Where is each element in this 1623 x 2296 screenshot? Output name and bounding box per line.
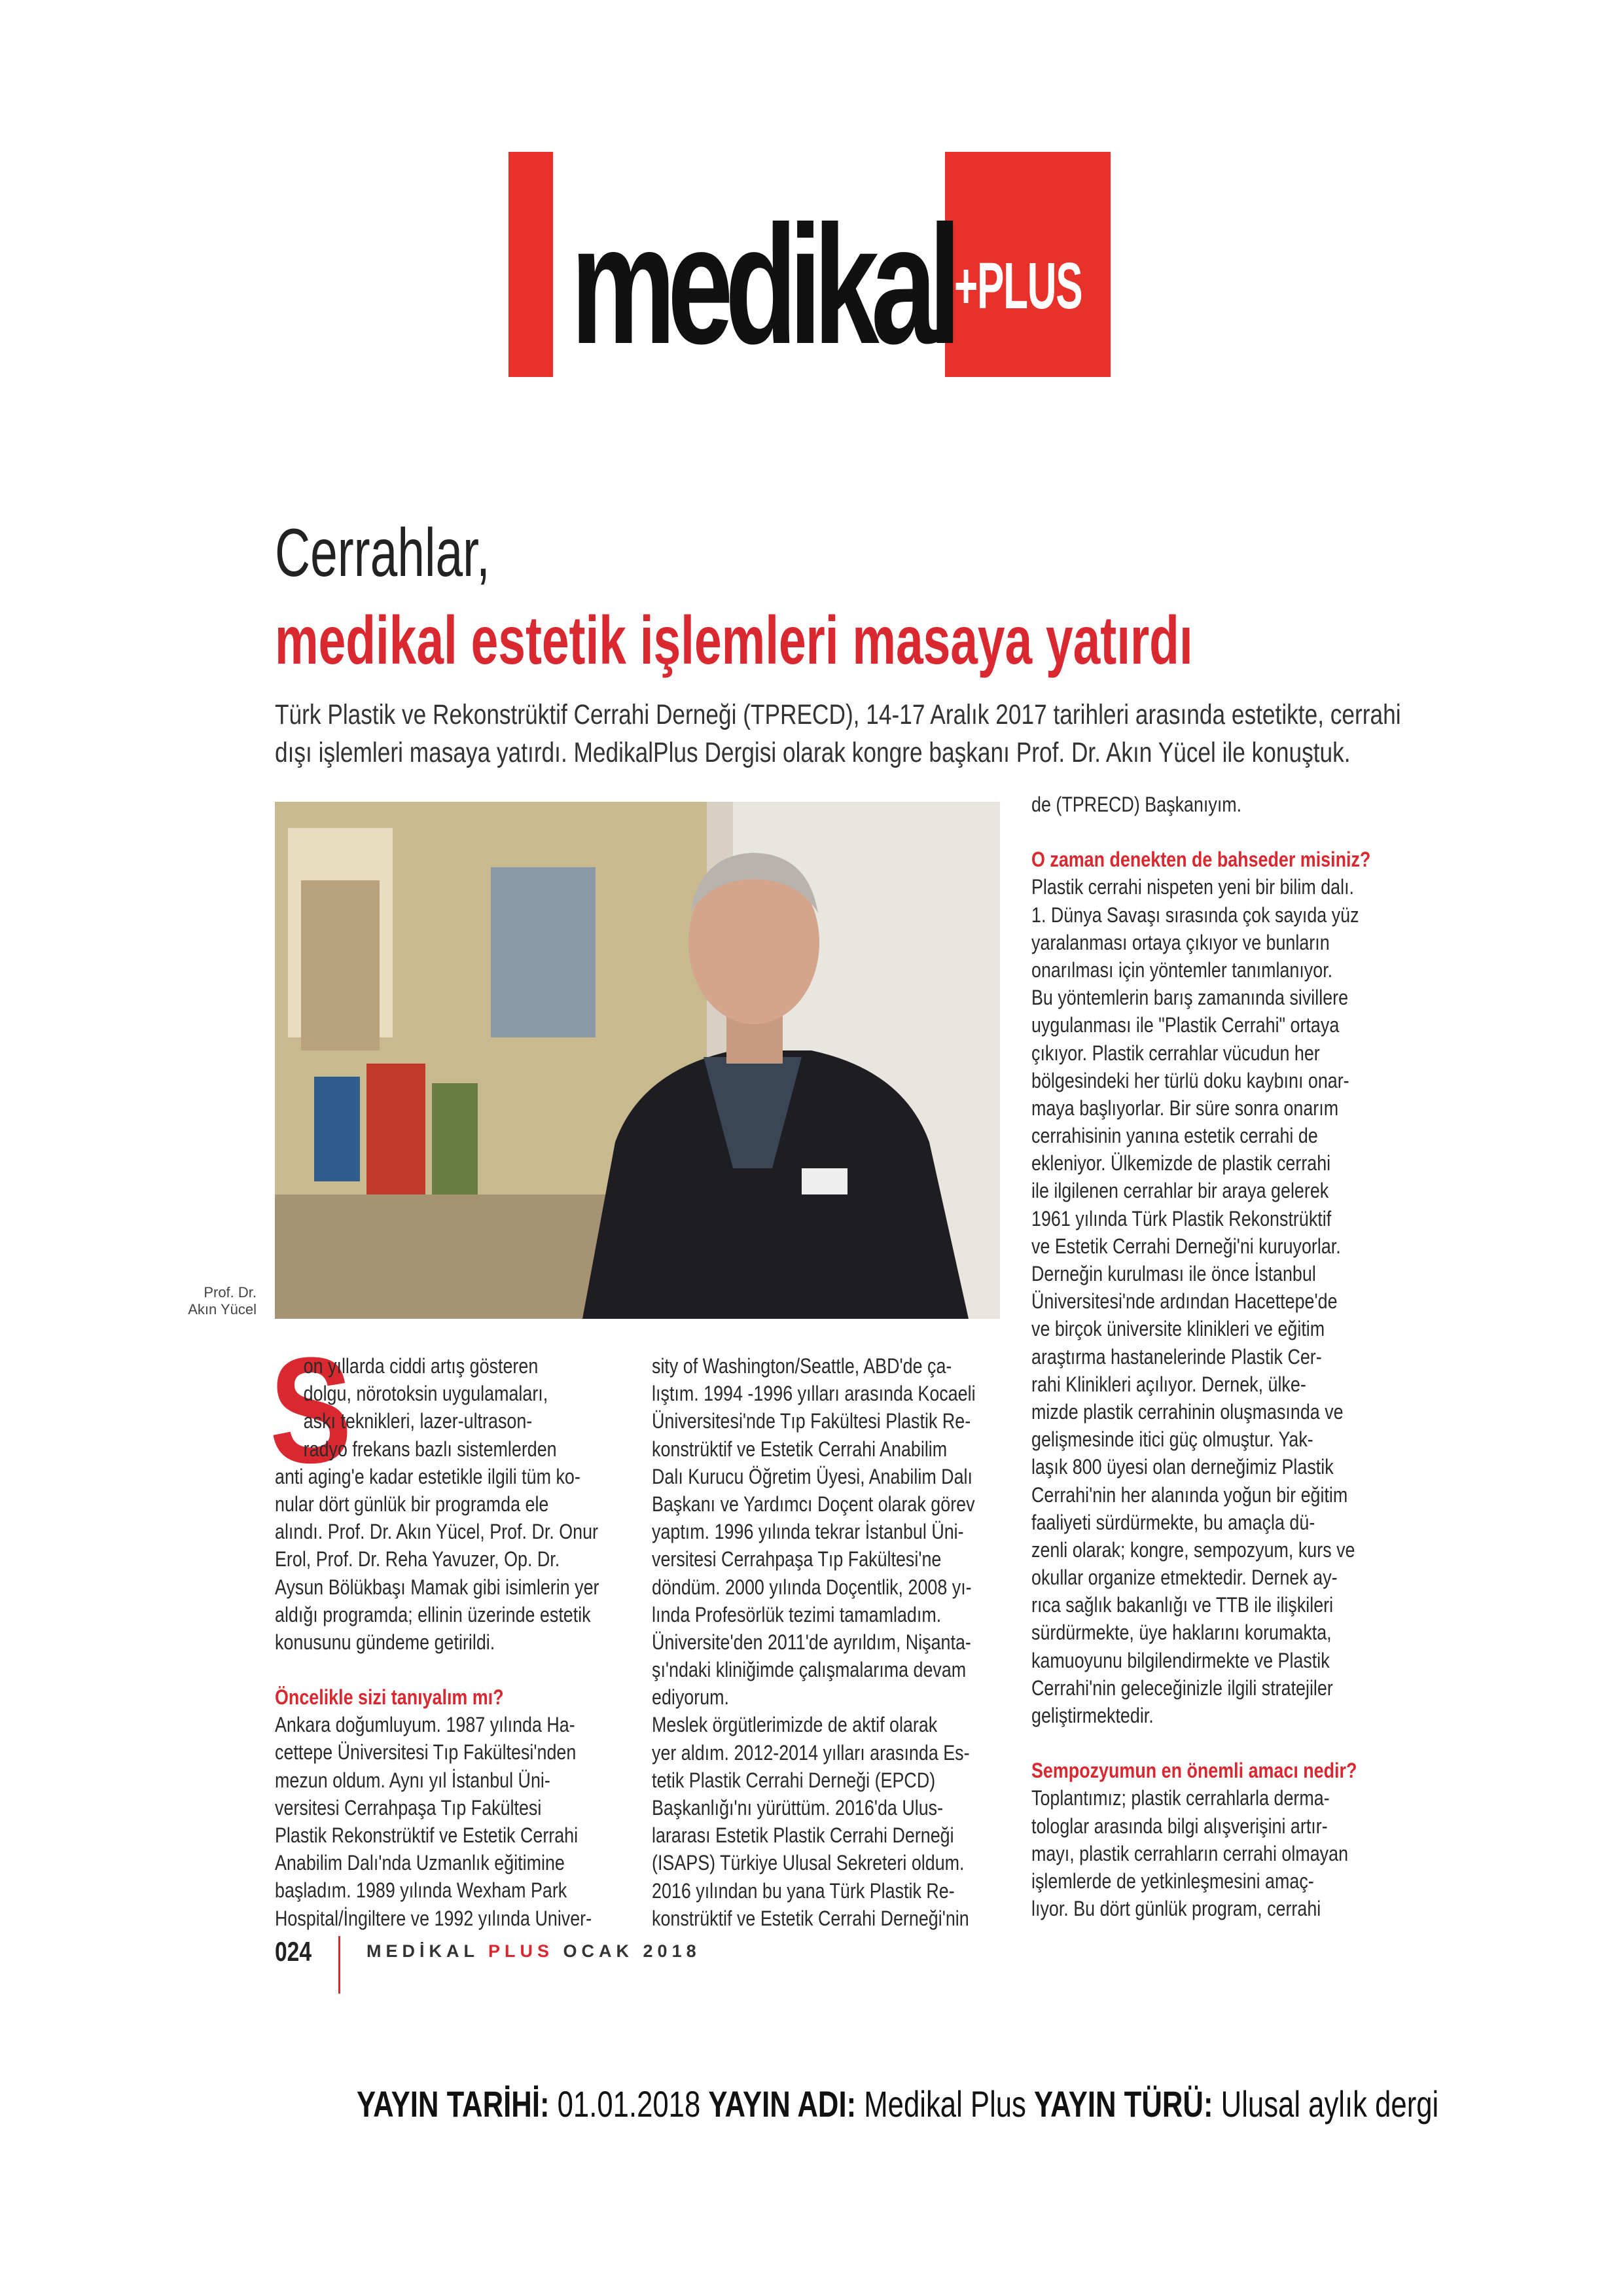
article-line: başladım. 1989 yılında Wexham Park — [275, 1878, 567, 1903]
article-line: Plastik cerrahi nispeten yeni bir bilim dalı. — [1031, 875, 1355, 899]
caption-line: Prof. Dr. — [204, 1284, 257, 1300]
article-line: versitesi Cerrahpaşa Tıp Fakültesi'ne — [652, 1547, 942, 1571]
intro-line: dışı işlemleri masaya yatırdı. MedikalPlus Dergisi olarak kongre başkanı Prof. Dr. Akın Yücel ile konuştuk. — [275, 737, 1351, 768]
article-line: kamuoyunu bilgilendirmekte ve Plastik — [1031, 1648, 1330, 1672]
article-line: çıkıyor. Plastik cerrahlar vücudun her — [1031, 1041, 1320, 1065]
article-line: aldığı programda; ellinin üzerinde estetik — [275, 1602, 591, 1626]
paragraph-gap — [1031, 818, 1339, 846]
article-line: zenli olarak; kongre, sempozyum, kurs ve — [1031, 1537, 1355, 1562]
interview-question: Öncelikle sizi tanıyalım mı? — [275, 1685, 504, 1710]
article-line: lıyor. Bu dört günlük program, cerrahi — [1031, 1897, 1321, 1921]
publication-info — [357, 2083, 1438, 2125]
article-line: Cerrahi'nin geleceğinizle ilgili stratejiler — [1031, 1676, 1333, 1700]
article-line: okullar organize etmektedir. Dernek ay- — [1031, 1566, 1338, 1590]
article-line: Üniversitesi'nde Tıp Fakültesi Plastik Re- — [652, 1409, 971, 1433]
article-line: Aysun Bölükbaşı Mamak gibi isimlerin yer — [275, 1575, 599, 1599]
article-line: mizde plastik cerrahinin oluşmasında ve — [1031, 1399, 1344, 1424]
portrait-photo — [275, 802, 1000, 1319]
article-line: rahi Klinikleri açılıyor. Dernek, ülke- — [1031, 1372, 1306, 1396]
article-line: Anabilim Dalı'nda Uzmanlık eğitimine — [275, 1851, 565, 1875]
article-line: cettepe Üniversitesi Tıp Fakültesi'nden — [275, 1740, 577, 1765]
article-column-2 — [652, 1352, 1018, 1932]
article-line: Başkanı ve Yardımcı Doçent olarak görev — [652, 1492, 975, 1516]
article-line: alındı. Prof. Dr. Akın Yücel, Prof. Dr. Onur — [275, 1520, 599, 1544]
pub-date-value: 01.01.2018 — [549, 2083, 709, 2125]
pub-name-value: Medikal Plus — [856, 2083, 1035, 2125]
interview-question: Sempozyumun en önemli amacı nedir? — [1031, 1759, 1357, 1783]
footer-mag-plus: PLUS — [488, 1941, 554, 1961]
article-line: Erol, Prof. Dr. Reha Yavuzer, Op. Dr. — [275, 1547, 560, 1571]
article-line: ve birçok üniversite klinikleri ve eğitim — [1031, 1317, 1325, 1341]
article-line: maya başlıyorlar. Bir süre sonra onarım — [1031, 1096, 1339, 1120]
article-line: bölgesindeki her türlü doku kaybını onar- — [1031, 1068, 1349, 1092]
article-line: askı teknikleri, lazer-ultrason- — [303, 1409, 533, 1433]
logo-plus: +PLUS — [954, 249, 1082, 323]
pub-name-label: YAYIN ADI: — [708, 2083, 857, 2125]
article-line: tetik Plastik Cerrahi Derneği (EPCD) — [652, 1768, 936, 1792]
article-line: ekleniyor. Ülkemizde de plastik cerrahi — [1031, 1151, 1331, 1175]
article-line: laşık 800 üyesi olan derneğimiz Plastik — [1031, 1455, 1334, 1479]
article-line: mezun oldum. Aynı yıl İstanbul Üni- — [275, 1768, 550, 1792]
article-line: dolgu, nörotoksin uygulamaları, — [303, 1382, 548, 1406]
pub-type-value: Ulusal aylık dergi — [1213, 2083, 1439, 2125]
caption-line: Akın Yücel — [188, 1301, 257, 1318]
article-line: onarılması için yöntemler tanımlanıyor. — [1031, 958, 1333, 982]
footer-mag-issue: OCAK 2018 — [554, 1941, 701, 1961]
article-line: yaptım. 1996 yılında tekrar İstanbul Üni- — [652, 1520, 964, 1544]
article-line: Üniversitesi'nde ardından Hacettepe'de — [1031, 1289, 1338, 1314]
article-line: Derneğin kurulması ile önce İstanbul — [1031, 1262, 1316, 1285]
article-line: tologlar arasında bilgi alışverişini artır- — [1031, 1814, 1328, 1838]
article-line: Plastik Rekonstrüktif ve Estetik Cerrahi — [275, 1823, 579, 1847]
article-line: radyo frekans bazlı sistemlerden — [303, 1437, 557, 1461]
article-line: konusunu gündeme getirildi. — [275, 1630, 495, 1654]
article-line: sürdürmekte, üye haklarını korumakta, — [1031, 1621, 1332, 1645]
drop-cap: S — [270, 1326, 352, 1494]
article-line: mayı, plastik cerrahların cerrahi olmayan — [1031, 1841, 1349, 1865]
article-line: sity of Washington/Seattle, ABD'de ça- — [652, 1354, 952, 1378]
article-line: anti aging'e kadar estetikle ilgili tüm ko- — [275, 1464, 580, 1488]
logo-red-bar — [508, 152, 553, 377]
article-line: Toplantımız; plastik cerrahlarla derma- — [1031, 1786, 1330, 1810]
headline-line1: Cerrahlar, — [275, 515, 490, 591]
article-line: nular dört günlük bir programda ele — [275, 1492, 549, 1516]
article-line: gelişmesinde itici güç olmuştur. Yak- — [1031, 1427, 1313, 1452]
article-line: de (TPRECD) Başkanıyım. — [1031, 793, 1242, 816]
article-line: araştırma hastanelerinde Plastik Cer- — [1031, 1344, 1322, 1369]
article-line: lararası Estetik Plastik Cerrahi Derneği — [652, 1823, 954, 1848]
article-line: Bu yöntemlerin barış zamanında sivillere — [1031, 986, 1349, 1010]
photo-caption — [145, 1284, 257, 1318]
article-line: rıca sağlık bakanlığı ve TTB ile ilişkileri — [1031, 1593, 1334, 1617]
article-line: faaliyeti sürdürmekte, bu amaçla dü- — [1031, 1510, 1315, 1534]
article-line: işlemlerde de yetkinleşmesini amaç- — [1031, 1869, 1314, 1893]
article-line: döndüm. 2000 yılında Doçentlik, 2008 yı- — [652, 1575, 972, 1599]
article-line: Hospital/İngiltere ve 1992 yılında Univer- — [275, 1906, 592, 1930]
article-line: Üniversite'den 2011'de ayrıldım, Nişanta- — [652, 1630, 971, 1654]
article-line: Ankara doğumluyum. 1987 yılında Ha- — [275, 1713, 575, 1737]
article-line: 1961 yılında Türk Plastik Rekonstrüktif — [1031, 1206, 1332, 1230]
headline-line2: medikal estetik işlemleri masaya yatırdı — [275, 603, 1193, 679]
article-column-1 — [275, 1352, 636, 1932]
footer-divider — [338, 1936, 340, 1994]
article-line: şı'ndaki kliniğimde çalışmalarıma devam — [652, 1658, 967, 1682]
article-line: ediyorum. — [652, 1685, 730, 1710]
page-number: 024 — [275, 1936, 312, 1967]
article-line: ile ilgilenen cerrahlar bir araya gelerek — [1031, 1179, 1329, 1203]
article-line: uygulanması ile "Plastik Cerrahi" ortaya — [1031, 1013, 1340, 1037]
article-line: konstrüktif ve Estetik Cerrahi Derneği'nin — [652, 1906, 969, 1930]
article-line: Dalı Kurucu Öğretim Üyesi, Anabilim Dalı — [652, 1464, 972, 1488]
article-line: lıştım. 1994 -1996 yılları arasında Kocaeli — [652, 1382, 976, 1406]
intro-line: Türk Plastik ve Rekonstrüktif Cerrahi Derneği (TPRECD), 14-17 Aralık 2017 tarihleri arasında estetikte, cerrahi — [275, 699, 1401, 730]
article-line: versitesi Cerrahpaşa Tıp Fakültesi — [275, 1795, 542, 1820]
article-line: 2016 yılından bu yana Türk Plastik Re- — [652, 1878, 955, 1903]
article-line: (ISAPS) Türkiye Ulusal Sekreteri oldum. — [652, 1851, 965, 1875]
article-line: ve Estetik Cerrahi Derneği'ni kuruyorlar. — [1031, 1234, 1341, 1258]
article-line: konstrüktif ve Estetik Cerrahi Anabilim — [652, 1437, 948, 1461]
article-line: 1. Dünya Savaşı sırasında çok sayıda yüz — [1031, 903, 1359, 927]
footer-magazine — [366, 1941, 701, 1962]
interview-question: O zaman denekten de bahseder misiniz? — [1031, 848, 1371, 872]
article-line: geliştirmektedir. — [1031, 1704, 1154, 1727]
article-line: lında Profesörlük tezimi tamamladım. — [652, 1602, 942, 1626]
article-line: Başkanlığı'nı yürüttüm. 2016'da Ulus- — [652, 1796, 944, 1820]
paragraph-gap — [1031, 1729, 1339, 1757]
article-line: Cerrahi'nin her alanında yoğun bir eğitim — [1031, 1482, 1348, 1507]
article-column-3 — [1031, 791, 1398, 1922]
article-line: cerrahisinin yanına estetik cerrahi de — [1031, 1124, 1318, 1148]
paragraph-gap — [275, 1656, 579, 1683]
footer-mag-name: MEDİKAL — [366, 1941, 489, 1961]
logo-wordmark: medikal — [571, 190, 954, 379]
article-line: Meslek örgütlerimizde de aktif olarak — [652, 1713, 938, 1737]
pub-date-label: YAYIN TARİHİ: — [357, 2083, 550, 2125]
article-line: on yıllarda ciddi artış gösteren — [303, 1354, 539, 1378]
article-line: yer aldım. 2012-2014 yılları arasında Es- — [652, 1740, 970, 1765]
pub-type-label: YAYIN TÜRÜ: — [1034, 2083, 1213, 2125]
article-line: yaralanması ortaya çıkıyor ve bunların — [1031, 930, 1330, 954]
